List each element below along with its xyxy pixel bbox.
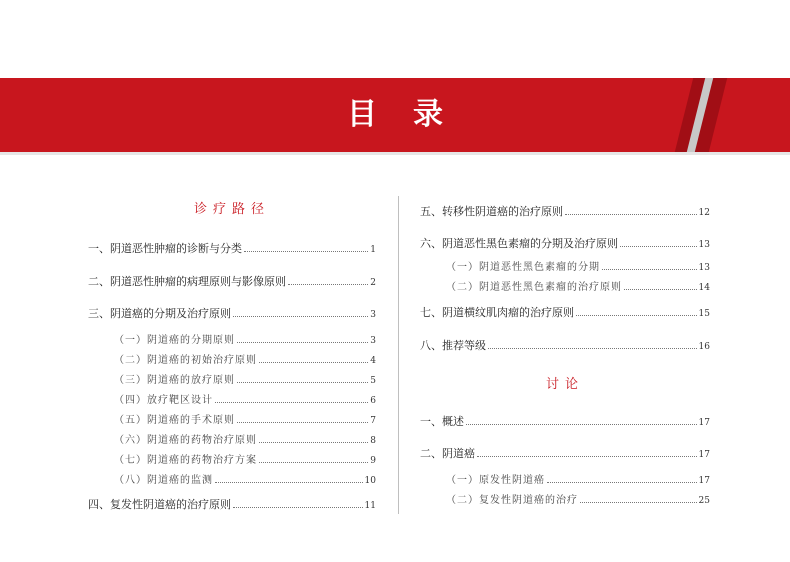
toc-subentry[interactable] bbox=[88, 451, 376, 466]
toc-entry[interactable] bbox=[420, 235, 710, 251]
toc-entry[interactable] bbox=[88, 273, 376, 289]
toc-entry-label: （二）阴道癌的初始治疗原则 bbox=[114, 355, 257, 366]
toc-entry[interactable] bbox=[420, 445, 710, 461]
toc-entry-page: 7 bbox=[370, 416, 376, 426]
toc-entry-label: 二、阴道恶性肿瘤的病理原则与影像原则 bbox=[88, 275, 286, 288]
toc-entry-page: 12 bbox=[698, 208, 710, 218]
toc-entry-label: （三）阴道癌的放疗原则 bbox=[114, 375, 235, 386]
toc-entry[interactable] bbox=[420, 413, 710, 429]
dot-leader bbox=[288, 284, 368, 285]
toc-entry-label: 六、阴道恶性黑色素瘤的分期及治疗原则 bbox=[420, 237, 618, 250]
toc-entry-page: 6 bbox=[370, 396, 376, 406]
toc-subentry[interactable] bbox=[88, 371, 376, 386]
toc-entry[interactable] bbox=[88, 496, 376, 512]
toc-entry-page: 11 bbox=[364, 501, 376, 511]
toc-subentry[interactable] bbox=[88, 351, 376, 366]
toc-entry[interactable] bbox=[88, 240, 376, 256]
toc-entry-page: 13 bbox=[698, 263, 710, 273]
toc-entry-page: 16 bbox=[698, 342, 710, 352]
dot-leader bbox=[233, 316, 368, 317]
toc-entry-label: 一、阴道恶性肿瘤的诊断与分类 bbox=[88, 242, 242, 255]
toc-entry-page: 14 bbox=[698, 283, 710, 293]
dot-leader bbox=[466, 424, 697, 425]
toc-entry-page: 4 bbox=[370, 356, 376, 366]
toc-subentry[interactable] bbox=[88, 331, 376, 346]
toc-entry-label: 三、阴道癌的分期及治疗原则 bbox=[88, 307, 231, 320]
dot-leader bbox=[233, 507, 363, 508]
dot-leader bbox=[547, 482, 697, 483]
dot-leader bbox=[215, 402, 368, 403]
toc-entry-label: 四、复发性阴道癌的治疗原则 bbox=[88, 498, 231, 511]
toc-entry-page: 25 bbox=[698, 496, 710, 506]
toc-subentry[interactable] bbox=[88, 411, 376, 426]
toc-entry-label: （二）阴道恶性黑色素瘤的治疗原则 bbox=[446, 282, 622, 293]
dot-leader bbox=[576, 315, 697, 316]
column-divider bbox=[398, 196, 399, 514]
toc-entry-page: 10 bbox=[364, 476, 376, 486]
toc-subentry[interactable] bbox=[420, 278, 710, 293]
banner-shadow bbox=[0, 152, 790, 155]
toc-subentry[interactable] bbox=[420, 258, 710, 273]
toc-subentry[interactable] bbox=[420, 471, 710, 486]
toc-subentry[interactable] bbox=[88, 471, 376, 486]
toc-entry[interactable] bbox=[420, 203, 710, 219]
toc-entry-label: （二）复发性阴道癌的治疗 bbox=[446, 495, 578, 506]
toc-entry-label: （五）阴道癌的手术原则 bbox=[114, 415, 235, 426]
toc-entry[interactable] bbox=[88, 305, 376, 321]
toc-entry-page: 15 bbox=[698, 309, 710, 319]
toc-entry-page: 5 bbox=[370, 376, 376, 386]
toc-subentry[interactable] bbox=[88, 431, 376, 446]
toc-subentry[interactable] bbox=[88, 391, 376, 406]
toc-entry-label: 七、阴道横纹肌肉瘤的治疗原则 bbox=[420, 306, 574, 319]
dot-leader bbox=[624, 289, 697, 290]
toc-entry-label: （八）阴道癌的监测 bbox=[114, 475, 213, 486]
toc-entry-label: （七）阴道癌的药物治疗方案 bbox=[114, 455, 257, 466]
dot-leader bbox=[259, 462, 368, 463]
toc-entry-page: 3 bbox=[370, 336, 376, 346]
toc-entry-page: 2 bbox=[370, 278, 376, 288]
toc-entry-label: 二、阴道癌 bbox=[420, 447, 475, 460]
toc-left-column bbox=[88, 200, 376, 512]
toc-entry-label: 五、转移性阴道癌的治疗原则 bbox=[420, 205, 563, 218]
toc-entry-page: 17 bbox=[698, 476, 710, 486]
dot-leader bbox=[488, 348, 697, 349]
dot-leader bbox=[565, 214, 697, 215]
toc-entry-label: 一、概述 bbox=[420, 415, 464, 428]
toc-entry-label: 八、推荐等级 bbox=[420, 339, 486, 352]
toc-entry[interactable] bbox=[420, 337, 710, 353]
toc-entry-page: 13 bbox=[698, 240, 710, 250]
dot-leader bbox=[237, 342, 368, 343]
toc-right-column bbox=[420, 200, 710, 506]
toc-entry[interactable] bbox=[420, 304, 710, 320]
page-title: 目录 bbox=[347, 97, 479, 132]
toc-entry-page: 3 bbox=[370, 310, 376, 320]
dot-leader bbox=[244, 251, 368, 252]
dot-leader bbox=[602, 269, 697, 270]
toc-entry-page: 17 bbox=[698, 450, 710, 460]
toc-entry-label: （一）原发性阴道癌 bbox=[446, 475, 545, 486]
dot-leader bbox=[237, 422, 368, 423]
toc-subentry[interactable] bbox=[420, 491, 710, 506]
section-heading-discussion: 讨论 bbox=[545, 377, 584, 392]
dot-leader bbox=[259, 442, 368, 443]
dot-leader bbox=[237, 382, 368, 383]
dot-leader bbox=[620, 246, 697, 247]
dot-leader bbox=[580, 502, 697, 503]
section-heading-clinical-pathway: 诊疗路径 bbox=[193, 202, 270, 217]
toc-entry-label: （六）阴道癌的药物治疗原则 bbox=[114, 435, 257, 446]
toc-entry-page: 9 bbox=[370, 456, 376, 466]
toc-entry-label: （一）阴道癌的分期原则 bbox=[114, 335, 235, 346]
toc-entry-label: （一）阴道恶性黑色素瘤的分期 bbox=[446, 262, 600, 273]
toc-entry-label: （四）放疗靶区设计 bbox=[114, 395, 213, 406]
toc-entry-page: 17 bbox=[698, 418, 710, 428]
dot-leader bbox=[259, 362, 368, 363]
dot-leader bbox=[215, 482, 363, 483]
toc-entry-page: 8 bbox=[370, 436, 376, 446]
toc-entry-page: 1 bbox=[370, 245, 376, 255]
dot-leader bbox=[477, 456, 697, 457]
